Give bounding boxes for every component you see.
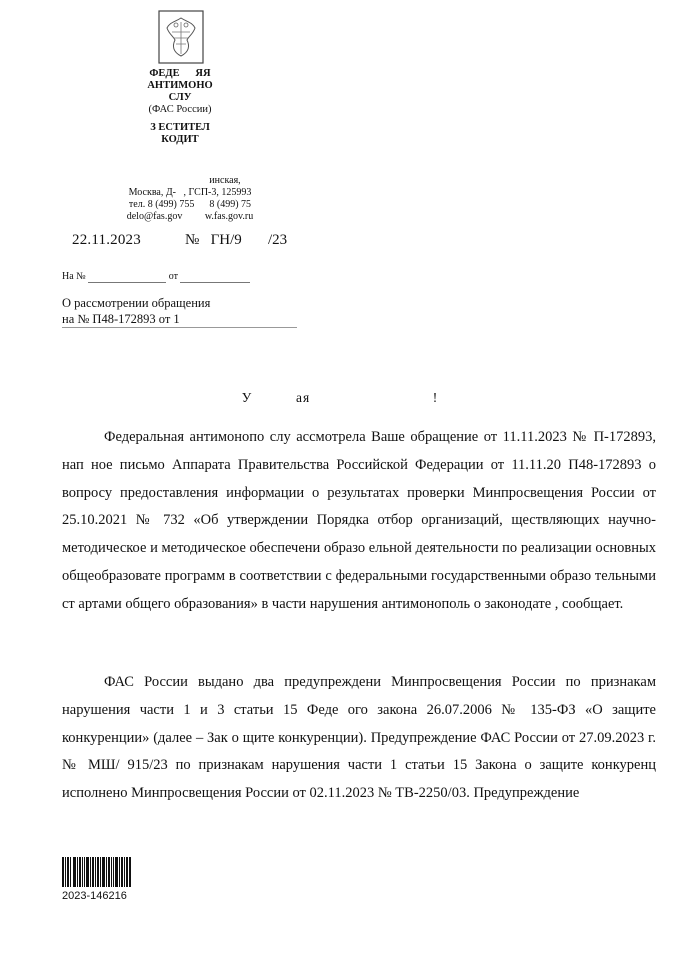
- reference-number-blank: [88, 271, 166, 283]
- reference-line: [62, 271, 250, 283]
- reference-label: На №: [62, 271, 86, 282]
- phone-right: 8 (499) 75: [209, 199, 252, 210]
- org-name-line1: ФЕДЕ: [149, 68, 180, 79]
- barcode-number: 2023-146216: [62, 890, 127, 902]
- greeting-end: !: [432, 390, 439, 405]
- org-name-line2: АНТИМОНО: [147, 80, 213, 91]
- barcode-icon: [62, 857, 132, 887]
- org-short-name: (ФАС России): [148, 104, 212, 115]
- subject-line1: О рассмотрении обращения: [62, 296, 211, 310]
- position-line1: З ЕСТИТЕЛ: [150, 122, 210, 133]
- org-name-block: [120, 68, 240, 146]
- address-city: Москва, Д-: [128, 187, 176, 198]
- email-left: delo@fas.gov: [126, 211, 183, 222]
- address-index: , ГСП-3, 125993: [183, 187, 252, 198]
- body-paragraph-1: Федеральная антимонопо слу ассмотрела Ваше обращение от 11.11.2023 № П-172893, нап ное письмо Аппарата Правительства Российской Федерации от 11.11.20 П48-172893 о вопросу предоставления информации о результатах проверки Минпросвещения России от 25.10.2021 № 732 «Об утверждении Порядка отбор организаций, ществляющих научно-методическое и методическое обеспечени образо ельной деятельности по реализации основных общеобразовате программ в соответствии с федеральными государственными образо тельными ст артами общего образования» в части нарушения антимонополь о законодате , сообщает.: [62, 429, 656, 612]
- org-name-line1b: ЯЯ: [195, 68, 211, 79]
- greeting: [0, 390, 680, 406]
- reference-date-blank: [180, 271, 250, 283]
- body-paragraph-2: ФАС России выдано два предупреждени Минпросвещения России по признакам нарушения части 1 и 3 статьи 15 Феде ого закона 26.07.2006 № 135-ФЗ «О защите конкуренции» (далее – Зак о щите конкуренции). Предупреждение ФАС России от 27.09.2023 г. № МШ/ 915/23 по признакам нарушения части 1 статьи 15 Закона о защите конкуренц исполнено Минпросвещения России от 02.11.2023 № ТВ-2250/03. Предупреждение: [62, 674, 656, 802]
- registration-number-prefix: №: [185, 232, 200, 248]
- subject-line2: на № П48-172893 от 1: [62, 311, 297, 328]
- email-right: w.fas.gov.ru: [204, 211, 254, 222]
- phone-left: тел. 8 (499) 755: [128, 199, 195, 210]
- greeting-middle: ая: [296, 390, 311, 405]
- registration-number-value: ГН/9: [210, 232, 242, 248]
- subject-block: [62, 295, 297, 328]
- greeting-start: У: [241, 390, 253, 405]
- address-street: инская,: [209, 175, 241, 186]
- registration-number-suffix: /23: [267, 232, 288, 248]
- reference-from-label: от: [168, 271, 178, 282]
- position-line2: КОДИТ: [161, 134, 199, 145]
- registration-number: [185, 232, 287, 249]
- address-block: [80, 175, 300, 223]
- org-name-line3: СЛУ: [168, 92, 192, 103]
- document-date: 22.11.2023: [72, 232, 141, 248]
- coat-of-arms-icon: [158, 10, 204, 64]
